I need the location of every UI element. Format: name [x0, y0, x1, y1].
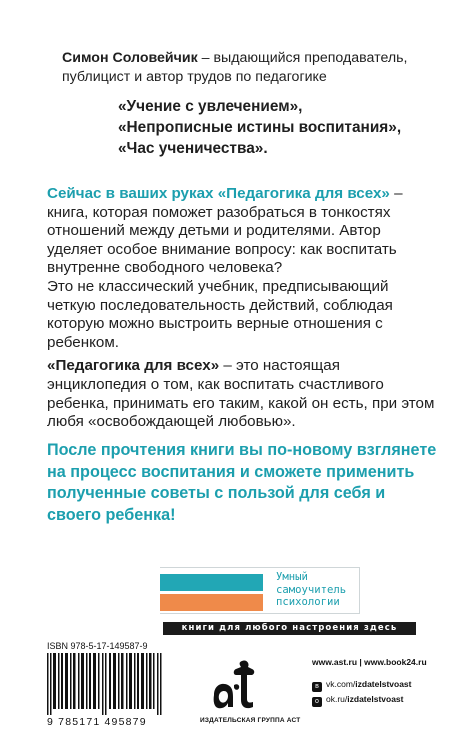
isbn-label: ISBN 978-5-17-149587-9: [47, 641, 148, 651]
series-title: [276, 571, 366, 609]
ok-link[interactable]: [312, 694, 403, 707]
callout-text: После прочтения книги вы по-новому взглянете на процесс воспитания и сможете применить полученные советы с пользой для себя и своего ребенка!: [47, 441, 437, 524]
book-description: [47, 185, 437, 432]
series-title-line: самоучитель: [276, 583, 347, 596]
ok-prefix: ok.ru/: [326, 694, 348, 704]
author-name: Симон Соловейчик: [62, 50, 198, 66]
description-lead-rest: – книга, которая поможет разобраться в тонкостях отношений между детьми и родителями. Автор уделяет особое внимание вопросу: как воспитать внутренне свободного человека?: [47, 185, 403, 277]
series-title-line: Умный: [276, 571, 308, 583]
description-lead-highlight: Сейчас в ваших руках «Педагогика для всех»: [47, 185, 390, 202]
publisher-websites[interactable]: www.ast.ru | www.book24.ru: [312, 657, 427, 667]
author-intro-line2: публицист и автор трудов по педагогике: [62, 69, 327, 85]
ast-logo-icon: [208, 655, 258, 713]
book-title-mention: «Педагогика для всех»: [47, 357, 220, 375]
work-title: «Непрописные истины воспитания»,: [118, 119, 402, 136]
vk-handle: izdatelstvoast: [355, 679, 412, 689]
description-paragraph-3-rest: – это настоящая энциклопедия о том, как воспитать счастливого ребенка, принимать его таким, какой он есть, при этом любя «освобождающей любовью».: [47, 357, 435, 431]
author-intro: [62, 49, 422, 87]
vk-link[interactable]: [312, 679, 412, 692]
vk-prefix: vk.com/: [326, 679, 356, 689]
series-orange-stripe: [160, 594, 263, 611]
work-title: «Час ученичества».: [118, 140, 268, 157]
barcode-icon: [47, 653, 162, 715]
description-paragraph-2: Это не классический учебник, предписывающий четкую последовательность действий, соблюдая которую можно выстроить верные отношения с ребенком.: [47, 277, 393, 351]
description-paragraph-1: [47, 185, 437, 278]
series-banner: книги для любого настроения здесь: [163, 622, 416, 635]
barcode-number: 9 785171 495879: [47, 716, 147, 728]
vk-icon: в: [312, 682, 322, 692]
work-title: «Учение с увлечением»,: [118, 98, 303, 115]
series-title-line: психологии: [276, 596, 340, 608]
author-works-list: [118, 96, 448, 159]
series-teal-stripe: [160, 574, 263, 591]
author-intro-rest: – выдающийся преподаватель,: [197, 50, 408, 66]
publisher-name: ИЗДАТЕЛЬСКАЯ ГРУППА АСТ: [200, 717, 301, 724]
ok-handle: izdatelstvoast: [347, 694, 404, 704]
description-paragraph-3: [47, 357, 437, 431]
ok-icon: о: [312, 697, 322, 707]
